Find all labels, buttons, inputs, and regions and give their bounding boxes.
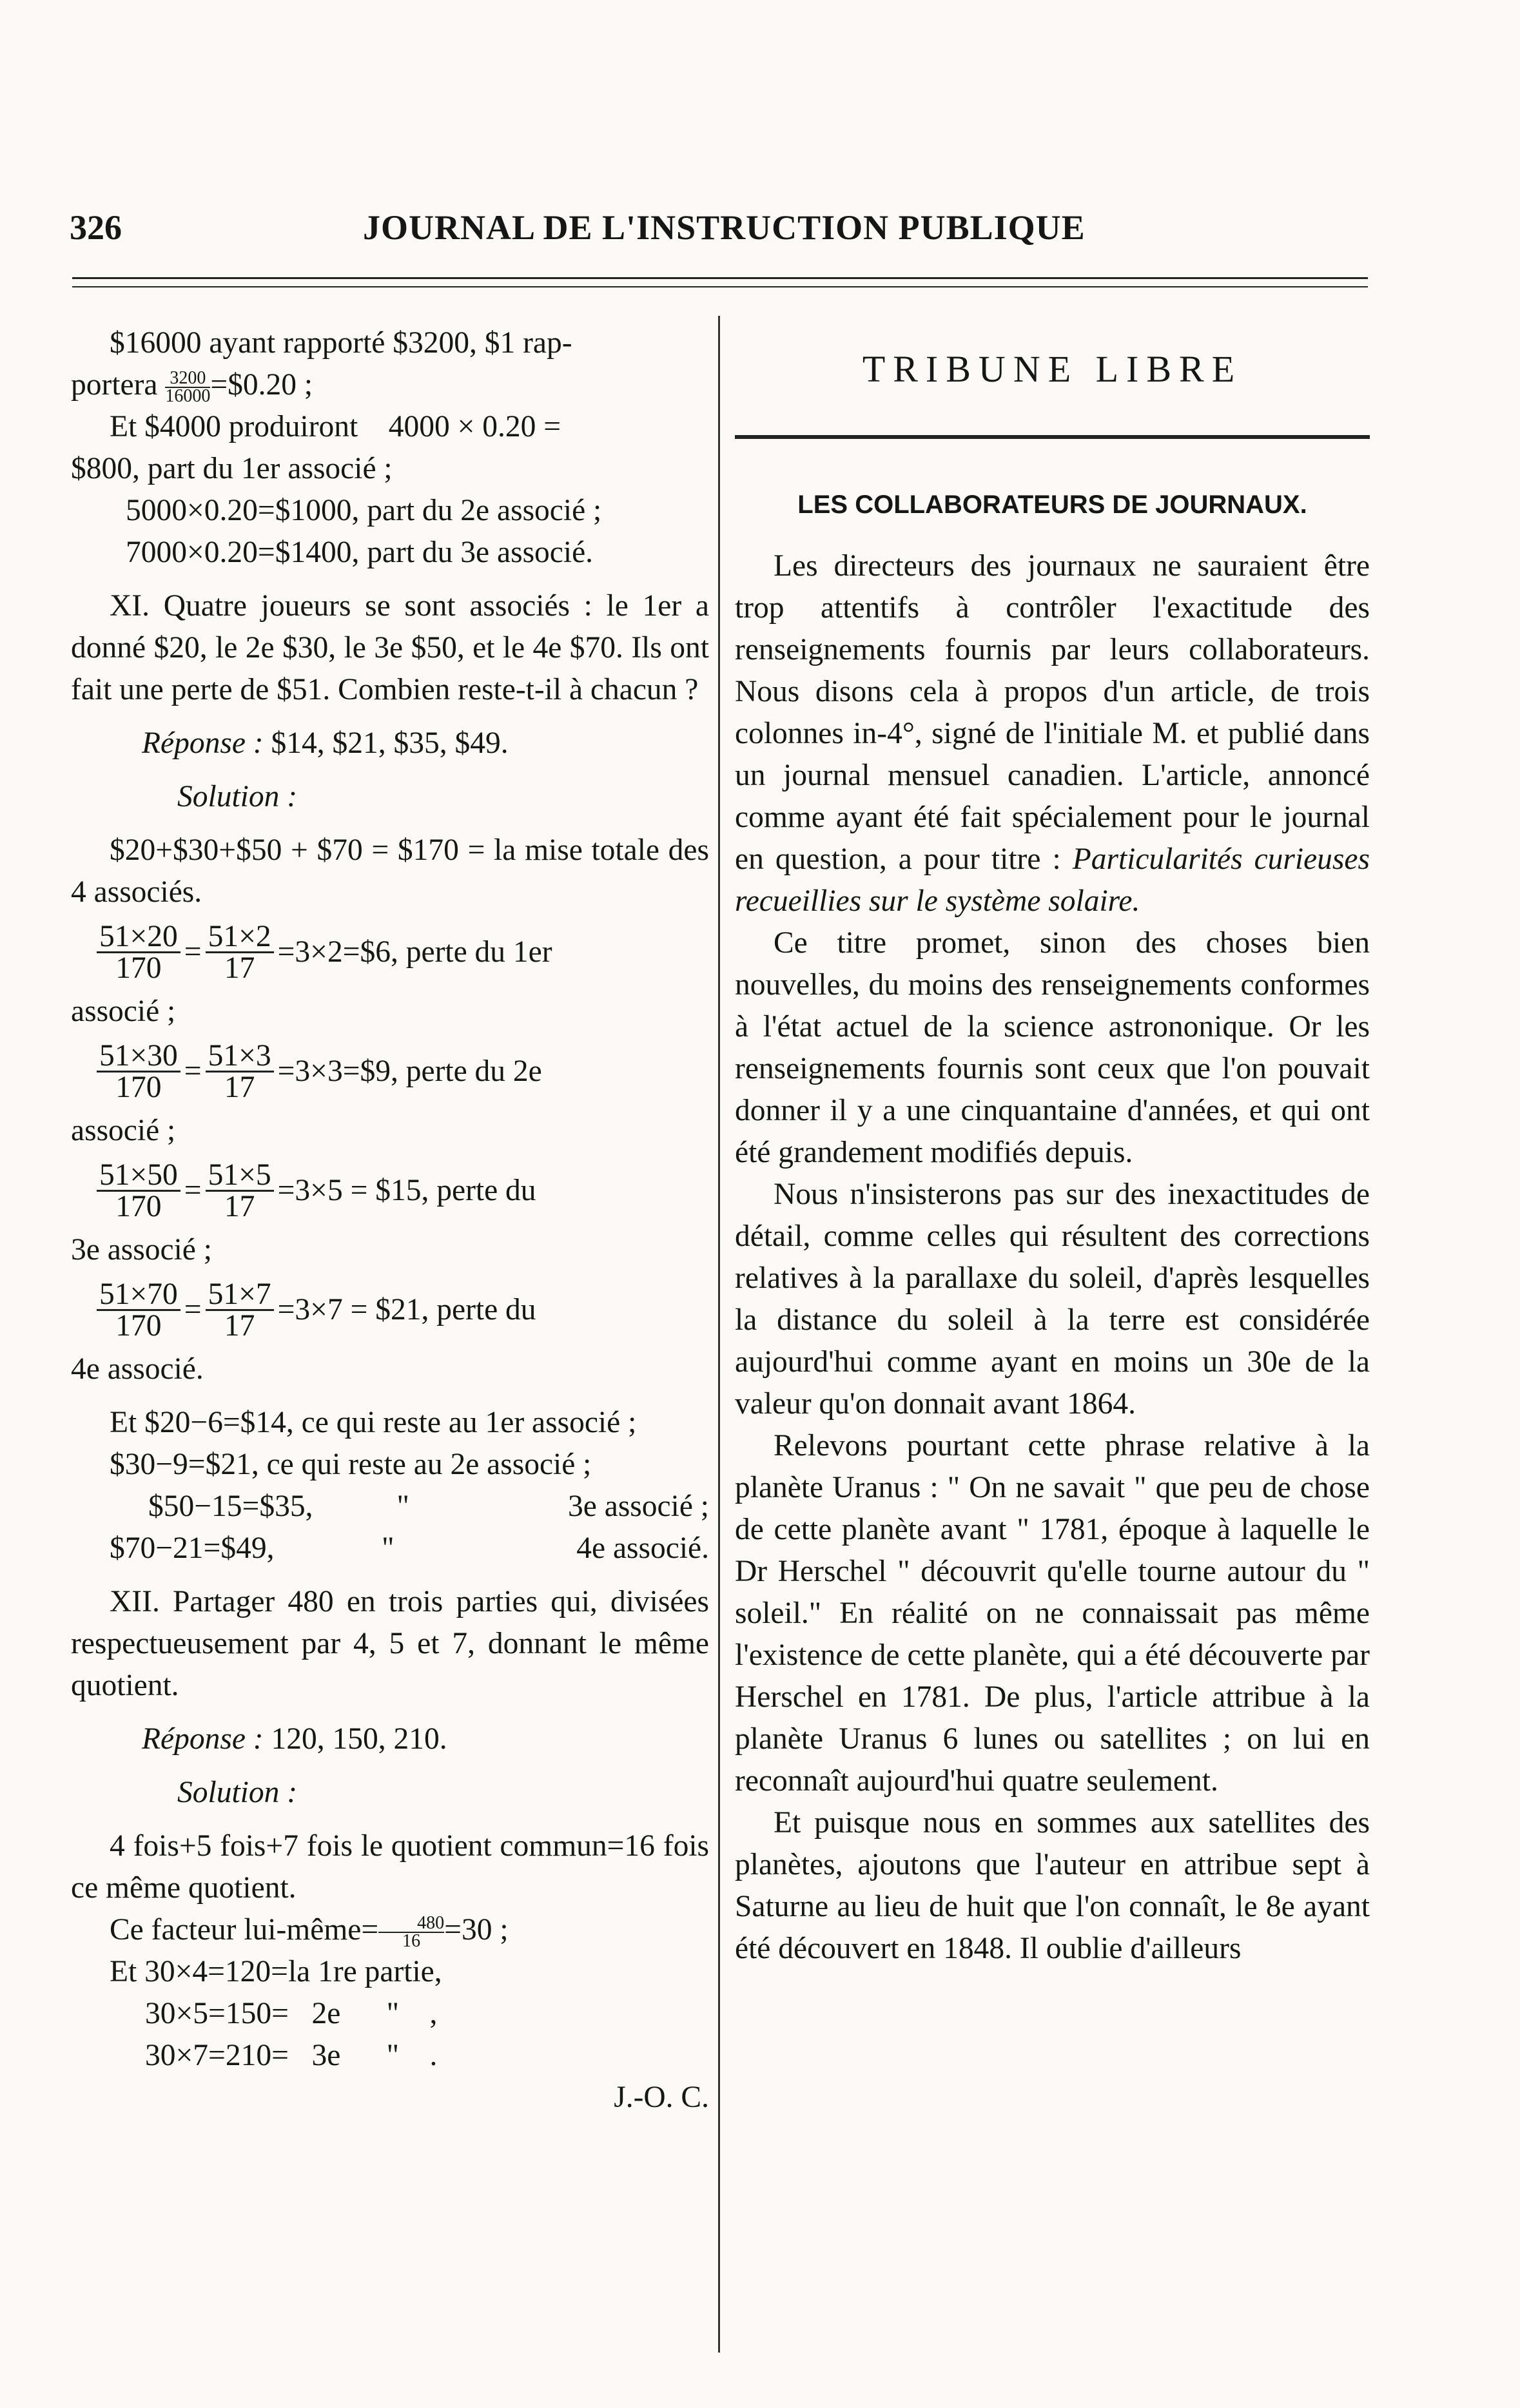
paragraph: Les directeurs des journaux ne sauraient être trop attentifs à contrôler l'exactitude des renseignements fournis par leurs collaborateurs. Nous disons cela à propos d'un article, de trois colonnes in-4°, signé de l'initiale M. et publié dans un journal mensuel canadien. L'article, annoncé comme ayant été fait spécialement pour le journal en question, a pour titre : Particularités curieuses recueillies sur le système solaire. bbox=[735, 549, 1370, 918]
text-line: 4e associé. bbox=[71, 1352, 204, 1386]
fraction: $\frac{3200}{16000}$ bbox=[165, 368, 211, 407]
left-column bbox=[71, 322, 709, 2119]
text-line: associé ; bbox=[71, 995, 176, 1028]
text-line: Ce facteur lui-même= $\frac{480}{16}=30$ ; bbox=[110, 1913, 509, 1952]
equation-2: $\frac{51\times 30}{170}$ = $\frac{51\times 3}{17}$ =3×3=$9, perte du 2e bbox=[71, 1033, 709, 1110]
text-line: $50−15=$35, " 3e associé ; bbox=[148, 1490, 709, 1523]
solution-label-xi: Solution : bbox=[177, 780, 298, 813]
text-line: Et $20−6=$14, ce qui reste au 1er associé ; bbox=[110, 1406, 637, 1439]
text-line: portera $\frac{3200}{16000}=\$0.20$ ; bbox=[71, 368, 313, 407]
equation-4: $\frac{51\times 70}{170}$ = $\frac{51\times 7}{17}$ =3×7 = $21, perte du bbox=[71, 1271, 709, 1348]
solution-label-xii: Solution : bbox=[177, 1776, 298, 1809]
paragraph: Ce titre promet, sinon des choses bien nouvelles, du moins des renseignements conformes à l'état actuel de la science astrononique. Or les renseignements fournis sont ceux que l'on pouvait donner il y a une cinquantaine d'années, et qui ont été grandement modifiés depuis. bbox=[735, 926, 1370, 1169]
page-number: 326 bbox=[70, 208, 122, 247]
problem-xii: XII. Partager 480 en trois parties qui, divisées respectueusement par 4, 5 et 7, donnant le même quotient. bbox=[71, 1585, 709, 1702]
page-header bbox=[70, 208, 1372, 246]
text-line: $70−21=$49, " 4e associé. bbox=[110, 1531, 709, 1565]
text-line: $800, part du 1er associé ; bbox=[71, 452, 393, 485]
text-line: associé ; bbox=[71, 1114, 176, 1147]
text-line: 7000×0.20=$1400, part du 3e associé. bbox=[126, 536, 594, 569]
answer-xi: Réponse : $14, $21, $35, $49. bbox=[142, 726, 509, 760]
paragraph: Relevons pourtant cette phrase relative à la planète Uranus : " On ne savait " que peu de chose de cette planète avant " 1781, époque à laquelle le Dr Herschel " découvrit qu'elle tourne autour du " soleil." En réalité on ne connaissait pas même l'existence de cette planète, qui a été découverte par Herschel en 1781. De plus, l'article attribue à la planète Uranus 6 lunes ou satellites ; on lui en reconnaît aujourd'hui quatre seulement. bbox=[735, 1429, 1370, 1798]
text-line: 30×5=150= 2e " , bbox=[145, 1997, 438, 2030]
column-divider bbox=[718, 316, 720, 2353]
running-head: JOURNAL DE L'INSTRUCTION PUBLIQUE bbox=[363, 208, 1086, 247]
equation-1: $\frac{51\times 20}{170}$ = $\frac{51\times 2}{17}$ =3×2=$6, perte du 1er bbox=[71, 913, 709, 991]
text-line: Et $4000 produiront 4000 × 0.20 = bbox=[110, 410, 561, 443]
problem-xi: XI. Quatre joueurs se sont associés : le 1er a donné $20, le 2e $30, le 3e $50, et le 4e $70. Ils ont fait une perte de $51. Combien reste-t-il à chacun ? bbox=[71, 589, 709, 706]
section-rule bbox=[735, 435, 1370, 439]
header-rule-thin bbox=[72, 286, 1368, 287]
paragraph: Et puisque nous en sommes aux satellites des planètes, ajoutons que l'auteur en attribue sept à Saturne au lieu de huit que l'on connaît, le 8e ayant été découvert en 1848. Il oublie d'ailleurs bbox=[735, 1806, 1370, 1965]
article-title: LES COLLABORATEURS DE JOURNAUX. bbox=[797, 490, 1307, 519]
text-line: 3e associé ; bbox=[71, 1233, 212, 1267]
section-title: TRIBUNE LIBRE bbox=[862, 348, 1243, 390]
right-column bbox=[735, 322, 1370, 1970]
fraction: $\frac{480}{16}$ bbox=[378, 1915, 444, 1950]
signature: J.-O. C. bbox=[614, 2081, 709, 2114]
text-line: $30−9=$21, ce qui reste au 2e associé ; bbox=[110, 1448, 592, 1481]
answer-xii: Réponse : 120, 150, 210. bbox=[142, 1722, 447, 1756]
text-line: 30×7=210= 3e " . bbox=[145, 2039, 438, 2072]
header-rule bbox=[72, 277, 1368, 279]
text-line: $16000 ayant rapporté $3200, $1 rap- bbox=[110, 326, 572, 360]
text-line: Et 30×4=120=la 1re partie, bbox=[110, 1955, 442, 1988]
paragraph: Nous n'insisterons pas sur des inexactitudes de détail, comme celles qui résultent des corrections relatives à la parallaxe du soleil, d'après lesquelles la distance du soleil à la terre est considérée aujourd'hui comme ayant en moins un 30e de la valeur qu'on donnait avant 1864. bbox=[735, 1178, 1370, 1421]
text-line: 4 fois+5 fois+7 fois le quotient commun=16 fois ce même quotient. bbox=[71, 1829, 709, 1905]
text-line: $20+$30+$50 + $70 = $170 = la mise totale des 4 associés. bbox=[71, 833, 709, 909]
text-line: 5000×0.20=$1000, part du 2e associé ; bbox=[126, 494, 602, 527]
equation-3: $\frac{51\times 50}{170}$ = $\frac{51\times 5}{17}$ =3×5 = $15, perte du bbox=[71, 1152, 709, 1229]
